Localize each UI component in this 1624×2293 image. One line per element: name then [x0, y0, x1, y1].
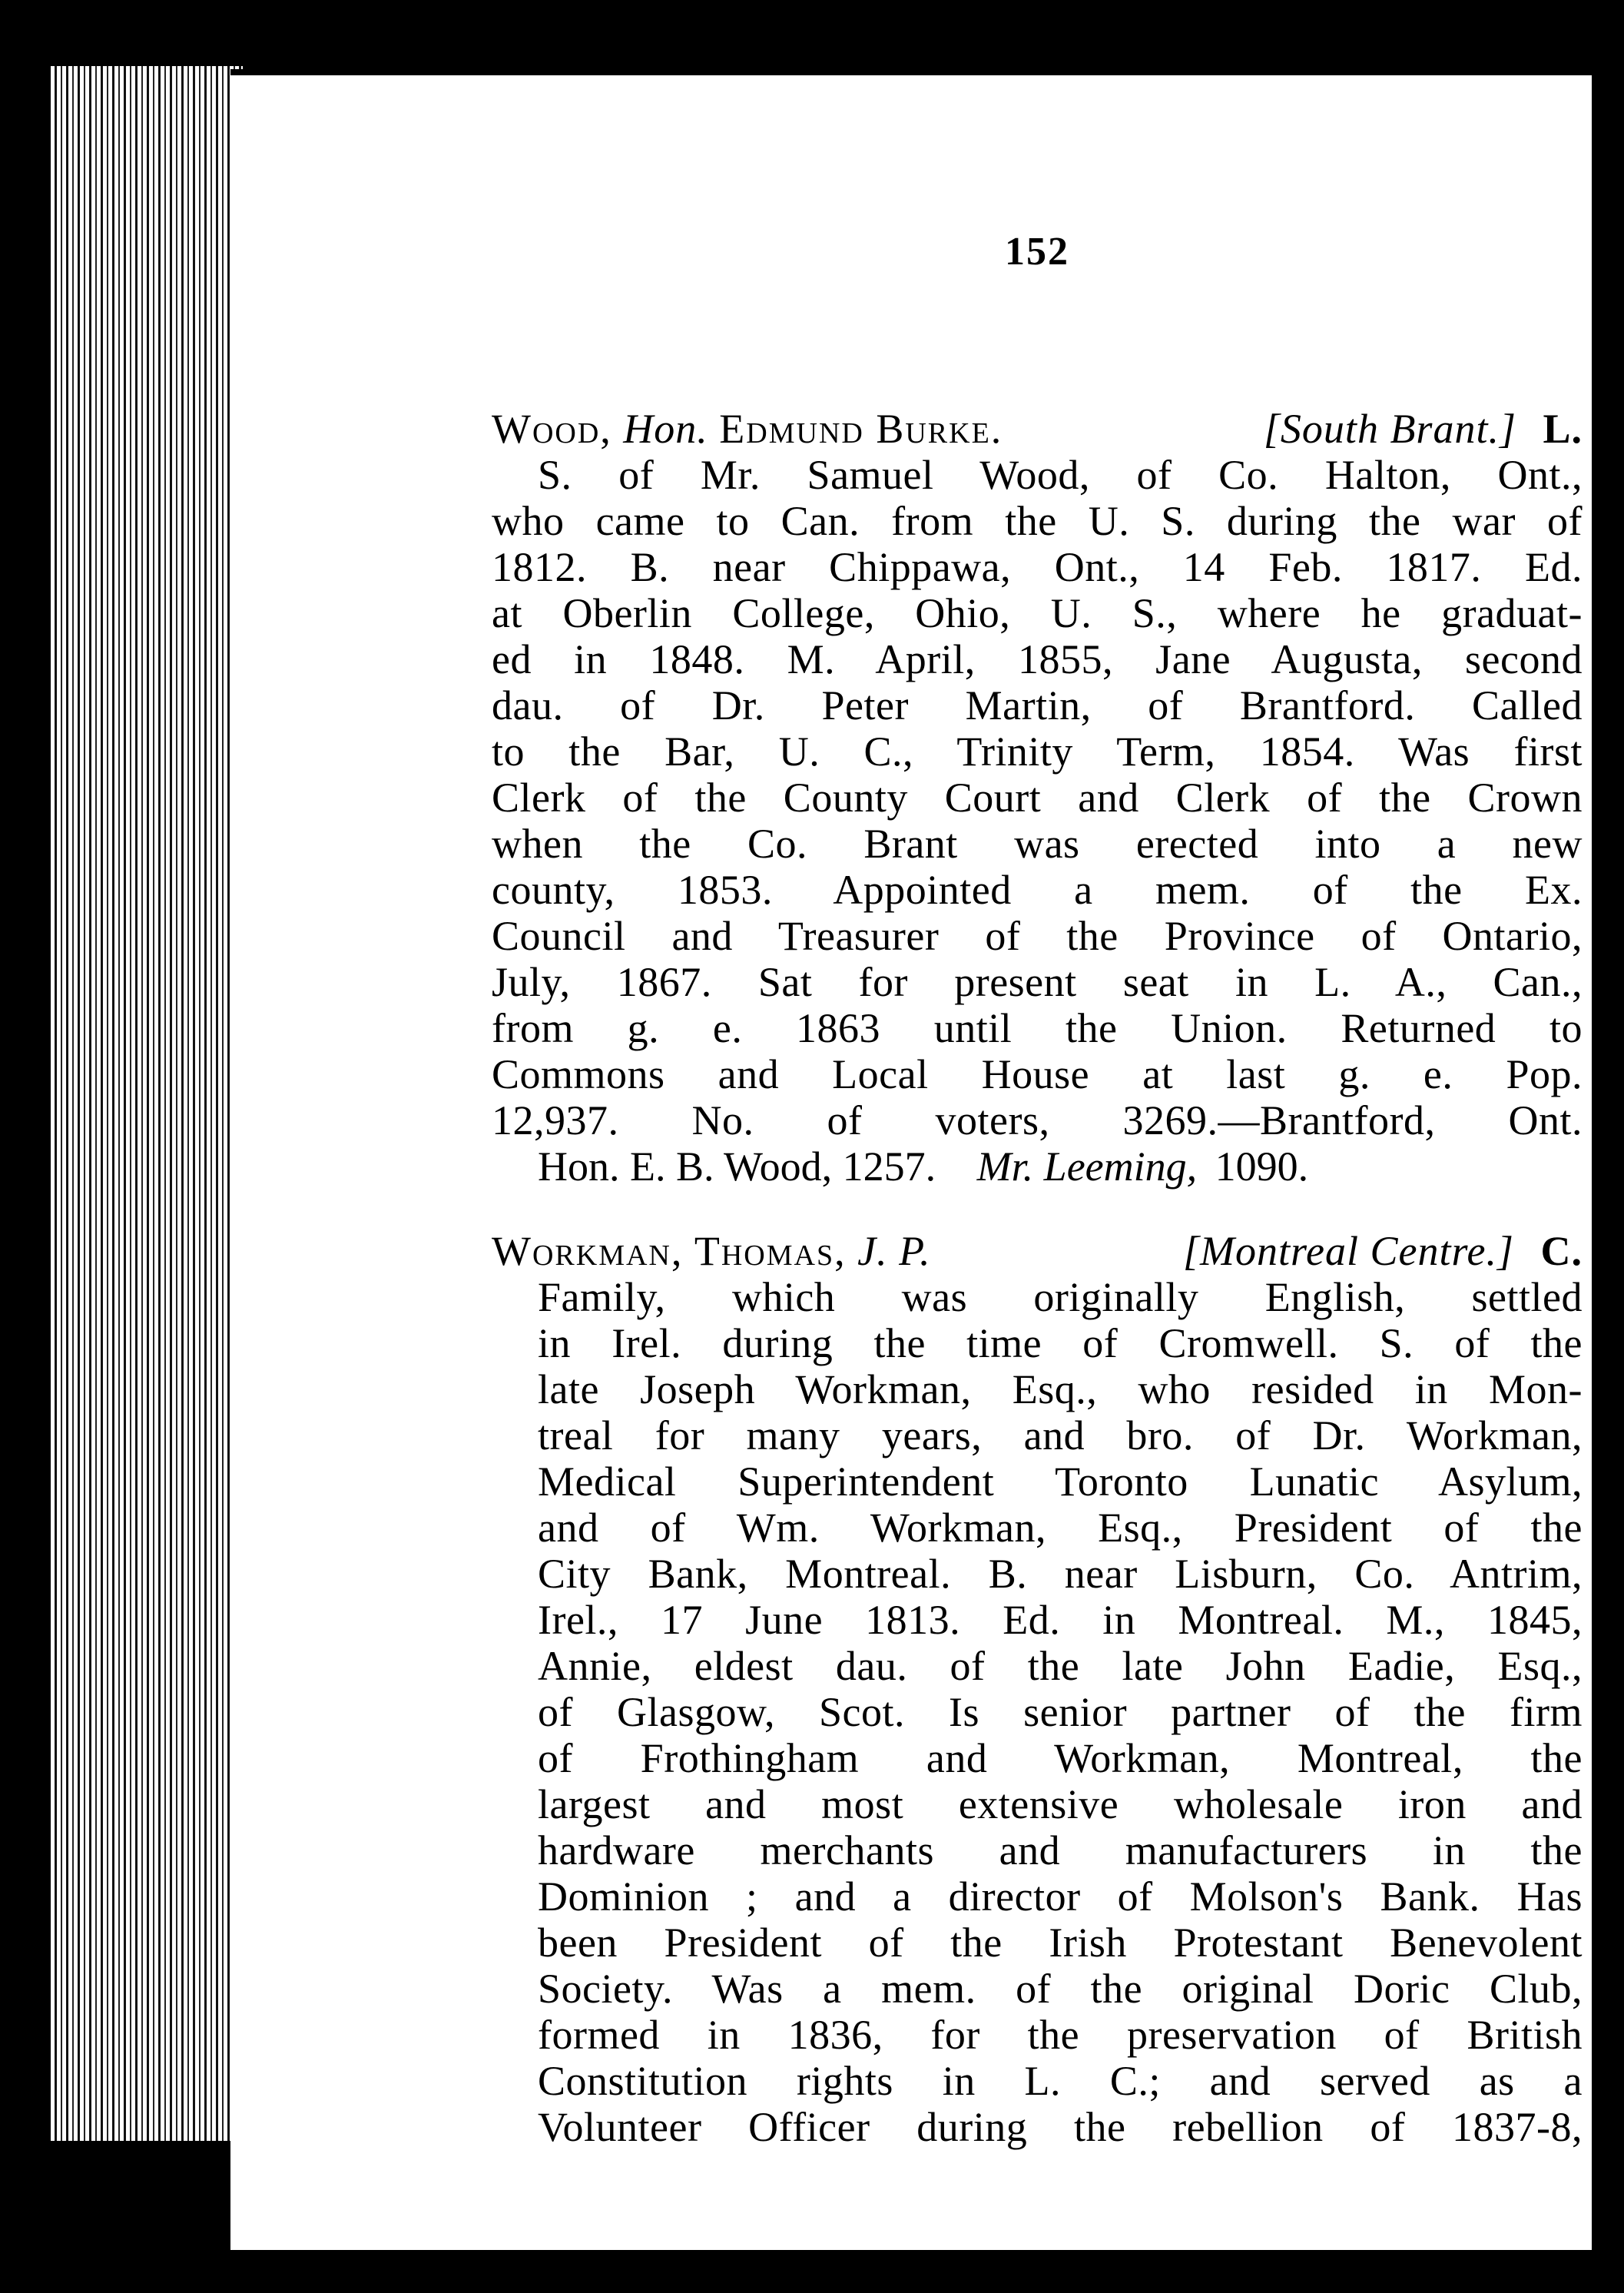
entry-heading — [492, 1228, 1583, 1274]
surname: Workman, — [492, 1228, 684, 1274]
text-line: Council and Treasurer of the Province of Ontario, — [492, 913, 1583, 959]
text-line: Commons and Local House at last g. e. Pop. — [492, 1051, 1583, 1097]
text-line: 1812. B. near Chippawa, Ont., 14 Feb. 1817. Ed. — [492, 544, 1583, 590]
page-number: 152 — [1005, 230, 1069, 274]
vote-line — [492, 1143, 1583, 1190]
book-page-edges — [51, 66, 243, 2141]
book-page — [230, 69, 1592, 2250]
text-line: Clerk of the County Court and Clerk of the Crown — [492, 775, 1583, 821]
text-line: S. of Mr. Samuel Wood, of Co. Halton, Ont., — [538, 452, 1583, 498]
text-line: 12,937. No. of voters, 3269.—Brantford, Ont. — [492, 1097, 1583, 1143]
party-label: C. — [1540, 1228, 1583, 1274]
entry-wood — [492, 406, 1583, 1190]
text-line: Annie, eldest dau. of the late John Eadie, Esq., — [538, 1643, 1583, 1689]
given-names: Edmund Burke. — [719, 406, 1003, 452]
entry-name — [492, 1228, 931, 1274]
text-line: county, 1853. Appointed a mem. of the Ex. — [492, 867, 1583, 913]
entry-name — [492, 406, 1003, 452]
constituency: [South Brant.] — [1263, 406, 1516, 452]
text-line: Family, which was originally English, settled — [538, 1274, 1583, 1320]
text-line: late Joseph Workman, Esq., who resided in Mon- — [538, 1366, 1583, 1412]
text-line: of Frothingham and Workman, Montreal, the — [538, 1735, 1583, 1781]
text-line: July, 1867. Sat for present seat in L. A., Can., — [492, 959, 1583, 1005]
constituency-party — [1264, 406, 1583, 452]
text-line: City Bank, Montreal. B. near Lisburn, Co. Antrim, — [538, 1551, 1583, 1597]
text-line: treal for many years, and bro. of Dr. Workman, — [538, 1412, 1583, 1458]
text-line: Medical Superintendent Toronto Lunatic Asylum, — [538, 1458, 1583, 1505]
text-line: Constitution rights in L. C.; and served as a — [538, 2058, 1583, 2104]
winner-votes: Hon. E. B. Wood, 1257. — [538, 1143, 936, 1190]
party-label: L. — [1543, 406, 1583, 452]
text-line: Society. Was a mem. of the original Doric Club, — [538, 1966, 1583, 2012]
text-line: Dominion ; and a director of Molson's Bank. Has — [538, 1873, 1583, 1920]
entry-heading — [492, 406, 1583, 452]
constituency-party — [1183, 1228, 1583, 1274]
text-line: ed in 1848. M. April, 1855, Jane Augusta, second — [492, 636, 1583, 682]
given-names: Thomas, — [694, 1228, 847, 1274]
text-line: dau. of Dr. Peter Martin, of Brantford. Called — [492, 682, 1583, 728]
text-line: who came to Can. from the U. S. during the war of — [492, 498, 1583, 544]
pencil-annotation-mark — [1598, 206, 1624, 398]
honorific: Hon. — [623, 406, 708, 452]
constituency: [Montreal Centre.] — [1183, 1228, 1514, 1274]
text-line: formed in 1836, for the preservation of British — [538, 2012, 1583, 2058]
text-line: Volunteer Officer during the rebellion of 1837-8, — [538, 2104, 1583, 2150]
surname: Wood, — [492, 406, 612, 452]
text-line: from g. e. 1863 until the Union. Returned to — [492, 1005, 1583, 1051]
text-line: been President of the Irish Protestant Benevolent — [538, 1920, 1583, 1966]
text-line: to the Bar, U. C., Trinity Term, 1854. Was first — [492, 728, 1583, 775]
loser-votes: 1090. — [1215, 1143, 1309, 1190]
text-line: hardware merchants and manufacturers in the — [538, 1827, 1583, 1873]
text-line: when the Co. Brant was erected into a new — [492, 821, 1583, 867]
text-line: of Glasgow, Scot. Is senior partner of the firm — [538, 1689, 1583, 1735]
entry-workman — [492, 1228, 1583, 2150]
text-line: largest and most extensive wholesale iron and — [538, 1781, 1583, 1827]
text-line: at Oberlin College, Ohio, U. S., where he graduat- — [492, 590, 1583, 636]
title: J. P. — [857, 1228, 931, 1274]
text-line: in Irel. during the time of Cromwell. S. of the — [538, 1320, 1583, 1366]
loser-name: Mr. Leeming, — [976, 1143, 1198, 1190]
text-line: Irel., 17 June 1813. Ed. in Montreal. M., 1845, — [538, 1597, 1583, 1643]
text-line: and of Wm. Workman, Esq., President of the — [538, 1505, 1583, 1551]
